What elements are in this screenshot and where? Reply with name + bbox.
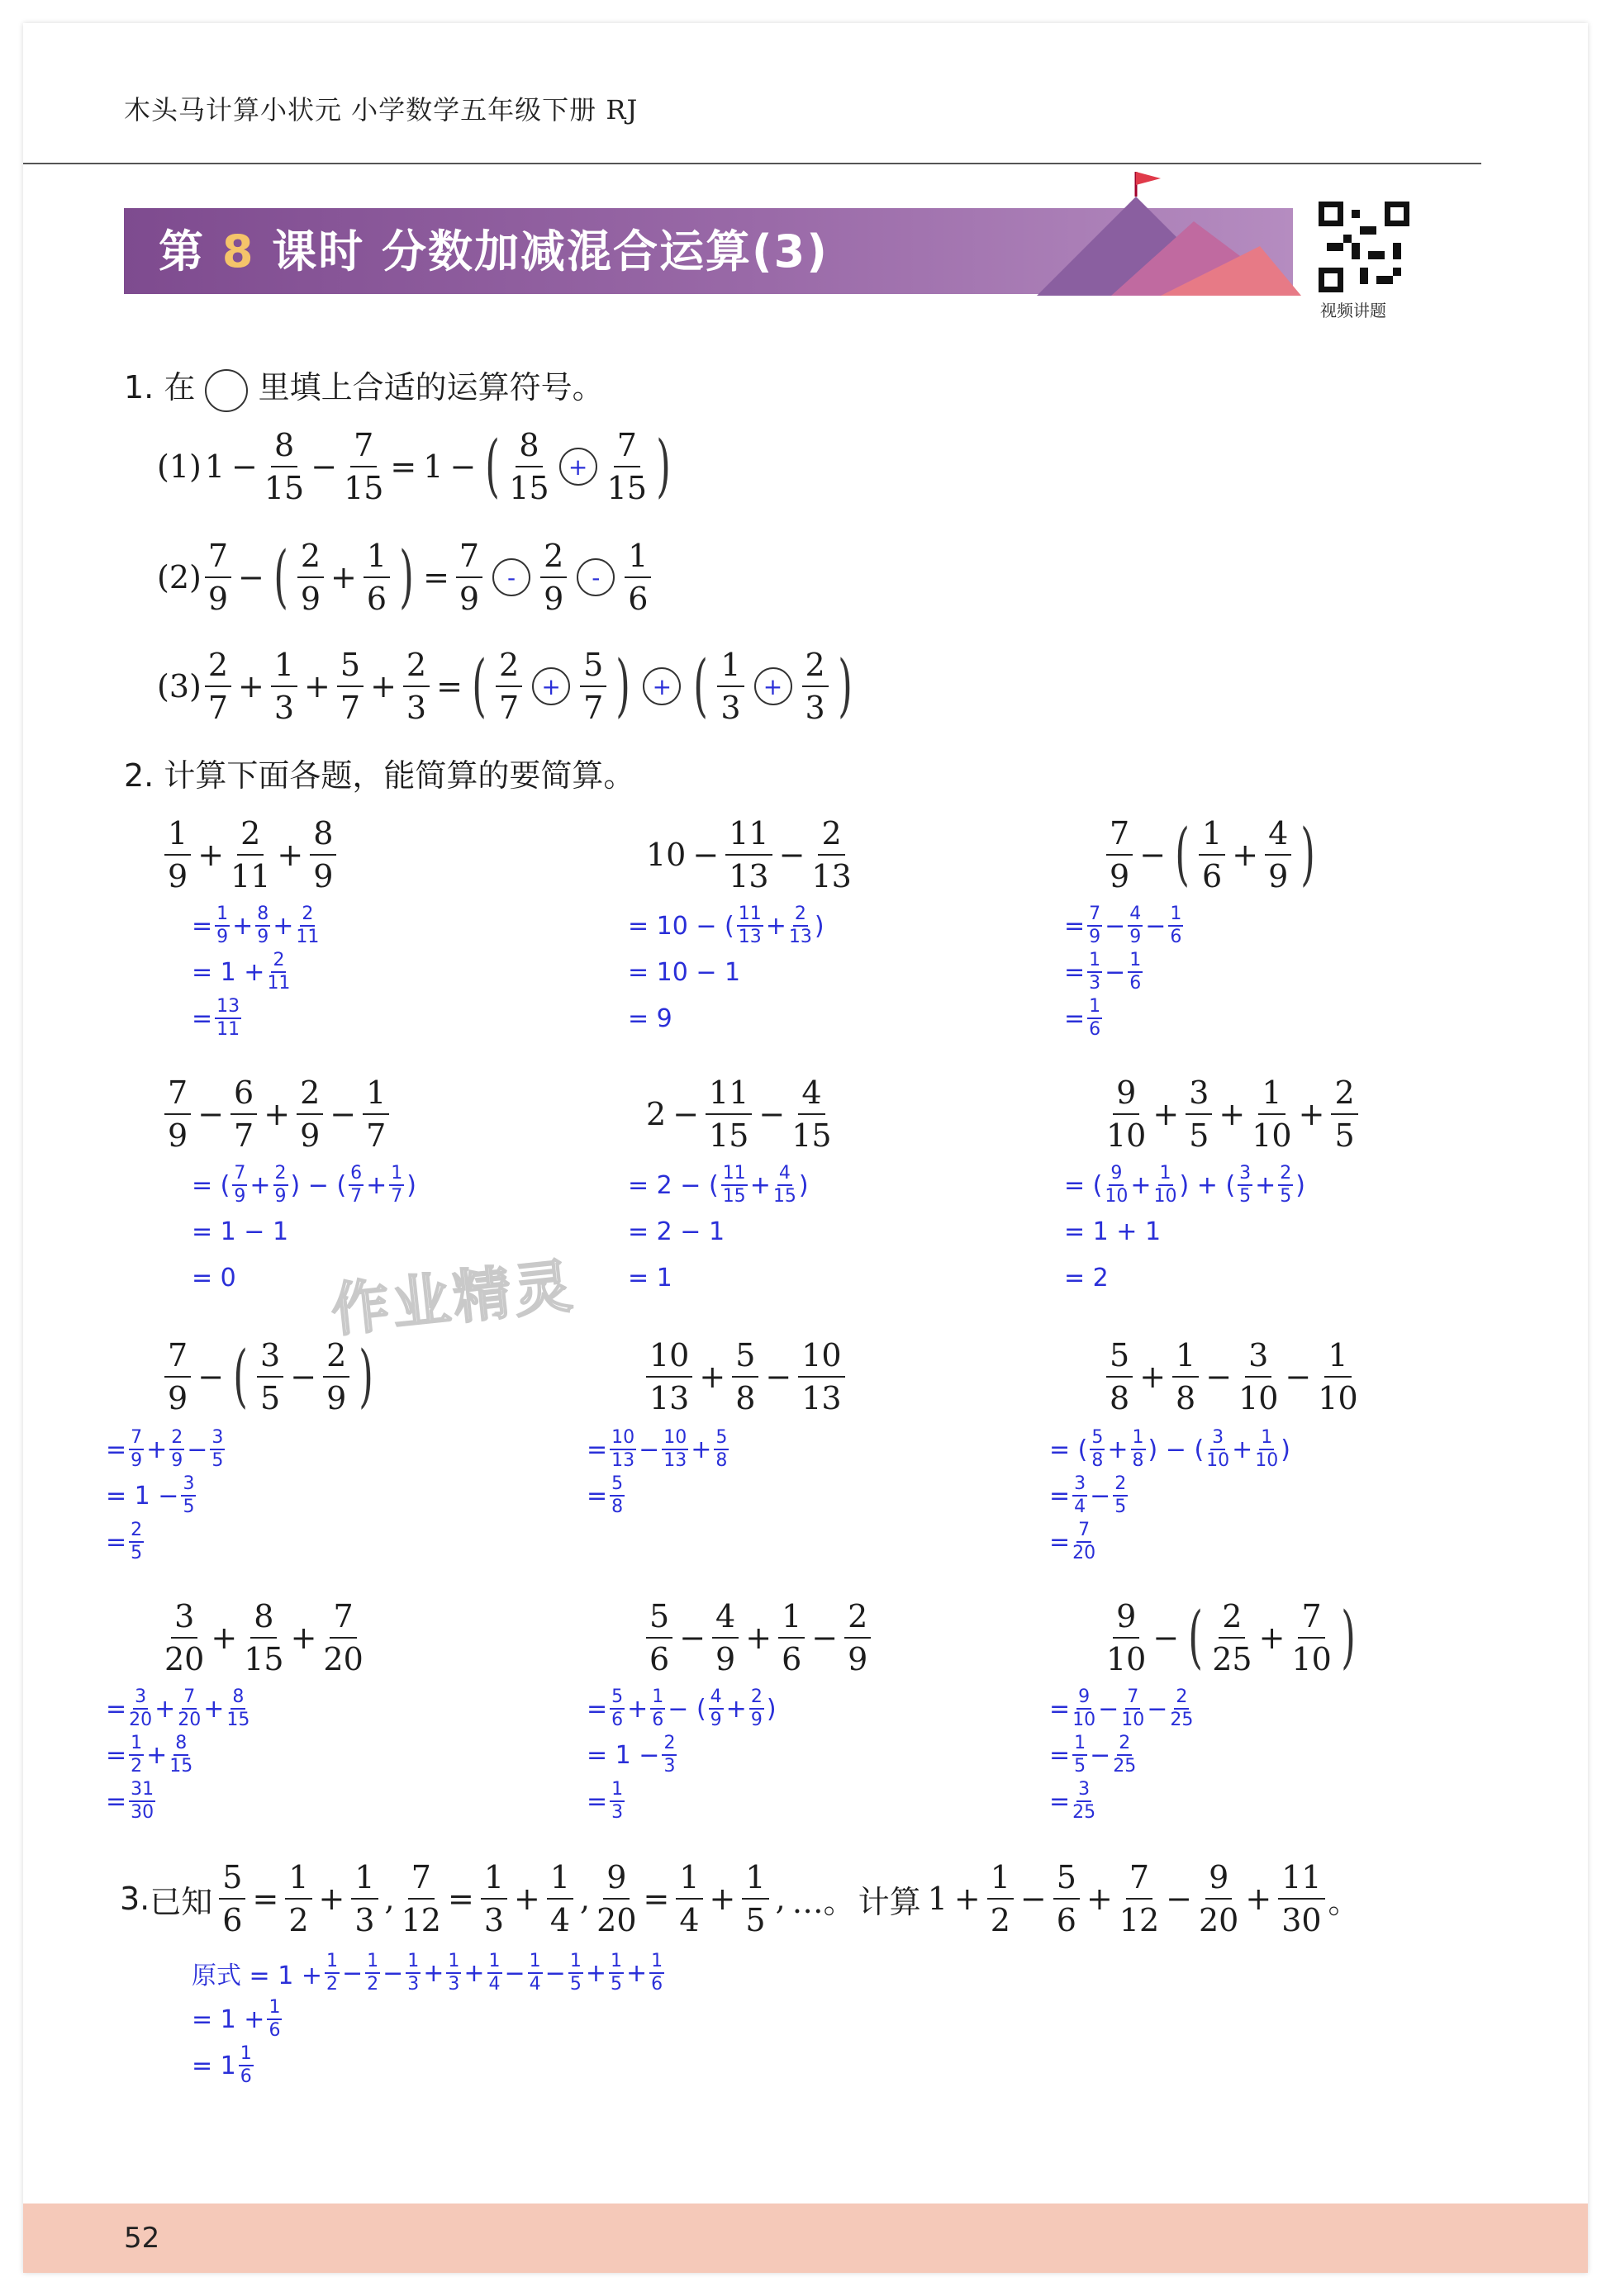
work-line: = $\frac{1}{3}$: [587, 1779, 624, 1823]
fraction: $\frac{3}{5}$: [183, 1473, 195, 1517]
fraction: $\frac{2}{5}$: [1114, 1473, 1127, 1517]
work-line: = $\frac{7}{9}$ + $\frac{2}{9}$ − $\frac{3}{5}$: [106, 1427, 224, 1471]
work-line: = 1: [628, 1263, 672, 1293]
fraction: $\frac{3}{4}$: [1074, 1473, 1086, 1517]
fraction: 7 9: [234, 1163, 246, 1207]
lesson-title: 第 8 课时 分数加减混合运算(3): [159, 225, 829, 278]
mountain-flag-icon: [1037, 164, 1301, 296]
fraction: $\frac{10}{13}$: [611, 1427, 635, 1471]
work-line: = $\frac{1}{6}$: [1064, 996, 1101, 1040]
fraction: 1 6: [240, 2043, 252, 2087]
fraction: $\frac{2}{9}$: [171, 1427, 183, 1471]
fraction: $\frac{13}{11}$: [216, 996, 240, 1040]
work-line: = $\frac{9}{10}$ − $\frac{7}{10}$ − $\frac{2}{25}$: [1049, 1686, 1194, 1730]
fraction: $\frac{1}{4}$: [529, 1951, 541, 1995]
work-line: = 9: [628, 1003, 672, 1033]
problem-12: 9 10 − ( 2 25 + $\frac{7}{10}$ ): [1106, 1598, 1356, 1677]
fraction: $\frac{1}{10}$: [1255, 1427, 1279, 1471]
watermark: 作业精灵: [328, 1251, 579, 1345]
work-line: = 1 − $\frac{2}{3}$: [587, 1733, 676, 1777]
work-line: = ( 7 9 + $\frac{2}{9}$ ) − ( 6 7 + $\frac{1}{7}$ ): [192, 1163, 417, 1207]
fraction: $\frac{5}{8}$: [715, 1427, 728, 1471]
work-9: [1049, 1429, 1290, 1563]
fraction: $\frac{1}{9}$: [216, 904, 229, 947]
fraction: $\frac{2}{5}$: [131, 1520, 143, 1563]
work-line: = $\frac{1}{5}$ − $\frac{2}{25}$: [1049, 1733, 1137, 1777]
work-line: = $\frac{3}{20}$ + $\frac{7}{20}$ + $\frac{8}{15}$: [106, 1686, 250, 1730]
fraction: $\frac{2}{13}$: [788, 904, 812, 947]
work-line: = $\frac{5}{8}$: [587, 1473, 624, 1517]
fraction: $\frac{31}{30}$: [131, 1779, 154, 1823]
work-line: = $\frac{7}{20}$: [1049, 1520, 1096, 1563]
work-1: [192, 905, 321, 1039]
work-q3: [192, 1952, 667, 2086]
fraction: $\frac{1}{5}$: [610, 1951, 622, 1995]
fraction: $\frac{1}{6}$: [1089, 996, 1101, 1040]
fraction: $\frac{1}{2}$: [326, 1951, 338, 1995]
fraction: $\frac{4}{15}$: [772, 1163, 796, 1207]
work-line: = $\frac{1}{3}$ − $\frac{1}{6}$: [1064, 950, 1142, 994]
fraction: $\frac{1}{2}$: [131, 1733, 143, 1777]
q3-statement: 3. 已知 $\frac{5}{6}$ = $\frac{1}{2}$ + $\frac{1}{3}$ , $\frac{7}{12}$ = $\frac{1}{3}$ + $\frac{1}{4}$ , $\frac{9}{20}$ = $\frac{1}{4}$ + $\frac{1}{5}$ , …。 计算 1 + $\frac{1}{2}$ − $\frac{5}{6}$ + $\frac{7}{12}$ − $\frac{9}{20}$ + $\frac{11}{30}$ 。: [120, 1859, 1360, 1938]
page-number: 52: [124, 2222, 160, 2255]
fraction: $\frac{8}{9}$: [257, 904, 269, 947]
fraction: $\frac{5}{6}$: [611, 1686, 624, 1730]
work-line: = $\frac{2}{5}$: [106, 1520, 143, 1563]
work-line: = 1 + $\frac{1}{6}$: [192, 1997, 281, 2041]
fraction: $\frac{2}{25}$: [1113, 1733, 1137, 1777]
fraction: $\frac{1}{4}$: [488, 1951, 501, 1995]
fraction: $\frac{2}{25}$: [1170, 1686, 1194, 1730]
problem-9: 5 8 + $\frac{1}{8}$ − $\frac{3}{10}$ − $\frac{1}{10}$: [1103, 1340, 1362, 1414]
work-line: = 2 − ( 11 15 + $\frac{4}{15}$ ): [628, 1163, 809, 1207]
fraction: $\frac{3}{5}$: [211, 1427, 224, 1471]
work-line: = 10 − ( 11 13 + $\frac{2}{13}$ ): [628, 904, 825, 947]
footer-band: [23, 2203, 1588, 2273]
fraction: 9 10: [1105, 1163, 1129, 1207]
work-line: = 2: [1064, 1263, 1109, 1293]
fraction: $\frac{8}{15}$: [226, 1686, 250, 1730]
fraction: $\frac{1}{6}$: [1170, 904, 1182, 947]
work-8: [587, 1429, 731, 1516]
work-4: [192, 1165, 416, 1298]
answer-circle: +: [754, 667, 792, 705]
fraction: $\frac{1}{10}$: [1153, 1163, 1177, 1207]
fraction: $\frac{3}{25}$: [1072, 1779, 1096, 1823]
work-line: = 0: [192, 1263, 236, 1293]
work-7: [106, 1429, 227, 1563]
fraction: $\frac{1}{6}$: [652, 1686, 664, 1730]
problem-8: 10 13 + $\frac{5}{8}$ − $\frac{10}{13}$: [643, 1340, 848, 1414]
fraction: $\frac{5}{8}$: [611, 1473, 624, 1517]
q2-instruction: 2. 计算下面各题，能简算的要简算。: [124, 757, 635, 794]
work-line: = ( 5 8 + $\frac{1}{8}$ ) − ( 3 10 + $\frac{1}{10}$ ): [1049, 1427, 1291, 1471]
problem-10: 3 20 + $\frac{8}{15}$ + $\frac{7}{20}$: [164, 1598, 364, 1677]
work-line: = 1 + $\frac{2}{11}$: [192, 950, 291, 994]
problem-1: 1 9 + $\frac{2}{11}$ + $\frac{8}{9}$: [161, 818, 340, 892]
answer-circle: +: [559, 448, 597, 486]
problem-6: 9 10 + $\frac{3}{5}$ + $\frac{1}{10}$ + $\frac{2}{5}$: [1103, 1077, 1362, 1151]
answer-circle: -: [492, 558, 530, 596]
problem-2: 10 − $\frac{11}{13}$ − $\frac{2}{13}$: [646, 815, 852, 894]
work-line: = $\frac{1}{2}$ + $\frac{8}{15}$: [106, 1733, 193, 1777]
fraction: $\frac{2}{5}$: [1280, 1163, 1292, 1207]
fraction: $\frac{1}{7}$: [391, 1163, 403, 1207]
work-3: [1064, 905, 1186, 1039]
fraction: $\frac{7}{10}$: [1121, 1686, 1145, 1730]
fraction: $\frac{2}{11}$: [267, 950, 291, 994]
work-line: = 1 − $\frac{3}{5}$: [106, 1473, 195, 1517]
q1-item-3: (3) 2 7 + $\frac{1}{3}$ + $\frac{5}{7}$ + $\frac{2}{3}$ = ( 2 7 + $\frac{5}{7}$ ) + ( 1 3 + $\frac{2}{3}$ ): [157, 647, 853, 726]
fraction: $\frac{1}{6}$: [1129, 950, 1142, 994]
work-line: = $\frac{3}{25}$: [1049, 1779, 1096, 1823]
fraction: $\frac{7}{9}$: [1089, 904, 1101, 947]
fraction: 5 8: [1091, 1427, 1104, 1471]
problem-3: 7 9 − ( 1 6 + $\frac{4}{9}$ ): [1103, 818, 1321, 892]
answer-circle: -: [577, 558, 615, 596]
work-line: = $\frac{31}{30}$: [106, 1779, 154, 1823]
fraction: $\frac{1}{6}$: [268, 1997, 281, 2041]
work-5: [628, 1165, 809, 1298]
qr-code-icon[interactable]: [1319, 202, 1409, 292]
q1-item-1: (1) 1 − $\frac{8}{15}$ − $\frac{7}{15}$ = 1 − ( 8 15 + $\frac{7}{15}$ ): [157, 427, 671, 506]
fraction: 4 9: [710, 1686, 722, 1730]
fraction: $\frac{3}{20}$: [129, 1686, 153, 1730]
work-line: = $\frac{3}{4}$ − $\frac{2}{5}$: [1049, 1473, 1127, 1517]
work-line: = ( 9 10 + $\frac{1}{10}$ ) + ( 3 5 + $\frac{2}{5}$ ): [1064, 1163, 1306, 1207]
fraction: $\frac{2}{11}$: [296, 904, 320, 947]
q1-instruction: 1. 在 里填上合适的运算符号。: [124, 362, 604, 412]
fraction: $\frac{1}{3}$: [407, 1951, 420, 1995]
fraction: 3 10: [1206, 1427, 1230, 1471]
fraction: $\frac{2}{9}$: [750, 1686, 763, 1730]
work-10: [106, 1688, 252, 1822]
fraction: $\frac{1}{3}$: [1089, 950, 1101, 994]
work-line: = $\frac{10}{13}$ − $\frac{10}{13}$ + $\frac{5}{8}$: [587, 1427, 728, 1471]
fraction: 11 15: [722, 1163, 746, 1207]
blank-circle-icon: [205, 369, 248, 412]
q1-item-2: (2) 7 9 − ( 2 9 + $\frac{1}{6}$ ) = $\frac{7}{9}$ - 2 9 - 1 6: [157, 540, 654, 614]
work-11: [587, 1688, 777, 1822]
work-line: = 1 1 6: [192, 2043, 252, 2087]
answer-circle: +: [643, 667, 681, 705]
fraction: $\frac{2}{9}$: [274, 1163, 287, 1207]
work-line: 原式 = 1 + $\frac{1}{2}$ − $\frac{1}{2}$ − $\frac{1}{3}$ + $\frac{1}{3}$ + $\frac{1}{4}$ − $\frac{1}{4}$ − $\frac{1}{5}$ + $\frac{1}{5}$ + $\frac{1}{6}$: [192, 1951, 663, 1995]
problem-11: 5 6 − $\frac{4}{9}$ + $\frac{1}{6}$ − $\frac{2}{9}$: [643, 1601, 874, 1675]
fraction: 3 5: [1239, 1163, 1252, 1207]
fraction: $\frac{1}{3}$: [448, 1951, 460, 1995]
work-2: [628, 905, 825, 1039]
fraction: $\frac{1}{5}$: [1074, 1733, 1086, 1777]
fraction: $\frac{1}{2}$: [367, 1951, 379, 1995]
fraction: $\frac{1}{5}$: [569, 1951, 582, 1995]
work-line: = $\frac{13}{11}$: [192, 996, 240, 1040]
problem-7: 7 9 − ( 3 5 − $\frac{2}{9}$ ): [161, 1340, 379, 1414]
fraction: 11 13: [738, 904, 762, 947]
work-line: = $\frac{7}{9}$ − $\frac{4}{9}$ − $\frac{1}{6}$: [1064, 904, 1182, 947]
fraction: $\frac{1}{8}$: [1132, 1427, 1144, 1471]
fraction: $\frac{9}{10}$: [1072, 1686, 1096, 1730]
fraction: $\frac{1}{3}$: [611, 1779, 624, 1823]
work-line: = 2 − 1: [628, 1217, 725, 1246]
fraction: $\frac{8}{15}$: [169, 1733, 193, 1777]
fraction: $\frac{7}{20}$: [178, 1686, 202, 1730]
work-line: = $\frac{5}{6}$ + $\frac{1}{6}$ − ( 4 9 + $\frac{2}{9}$ ): [587, 1686, 777, 1730]
work-12: [1049, 1688, 1195, 1822]
work-line: = 10 − 1: [628, 957, 741, 987]
running-header: 木头马计算小状元 小学数学五年级下册 RJ: [124, 94, 639, 126]
problem-4: 7 9 − $\frac{6}{7}$ + $\frac{2}{9}$ − $\frac{1}{7}$: [161, 1077, 392, 1151]
fraction: 6 7: [350, 1163, 363, 1207]
fraction: $\frac{2}{3}$: [663, 1733, 676, 1777]
fraction: $\frac{1}{6}$: [651, 1951, 663, 1995]
qr-label: 视频讲题: [1320, 301, 1386, 320]
work-line: = 1 + 1: [1064, 1217, 1162, 1246]
fraction: $\frac{10}{13}$: [663, 1427, 687, 1471]
fraction: $\frac{7}{20}$: [1072, 1520, 1096, 1563]
answer-circle: +: [532, 667, 570, 705]
work-line: = $\frac{1}{9}$ + $\frac{8}{9}$ + $\frac{2}{11}$: [192, 904, 320, 947]
fraction: $\frac{7}{9}$: [131, 1427, 143, 1471]
work-6: [1064, 1165, 1305, 1298]
fraction: $\frac{4}{9}$: [1129, 904, 1142, 947]
work-line: = 1 − 1: [192, 1217, 289, 1246]
problem-5: 2 − $\frac{11}{15}$ − $\frac{4}{15}$: [646, 1074, 832, 1154]
